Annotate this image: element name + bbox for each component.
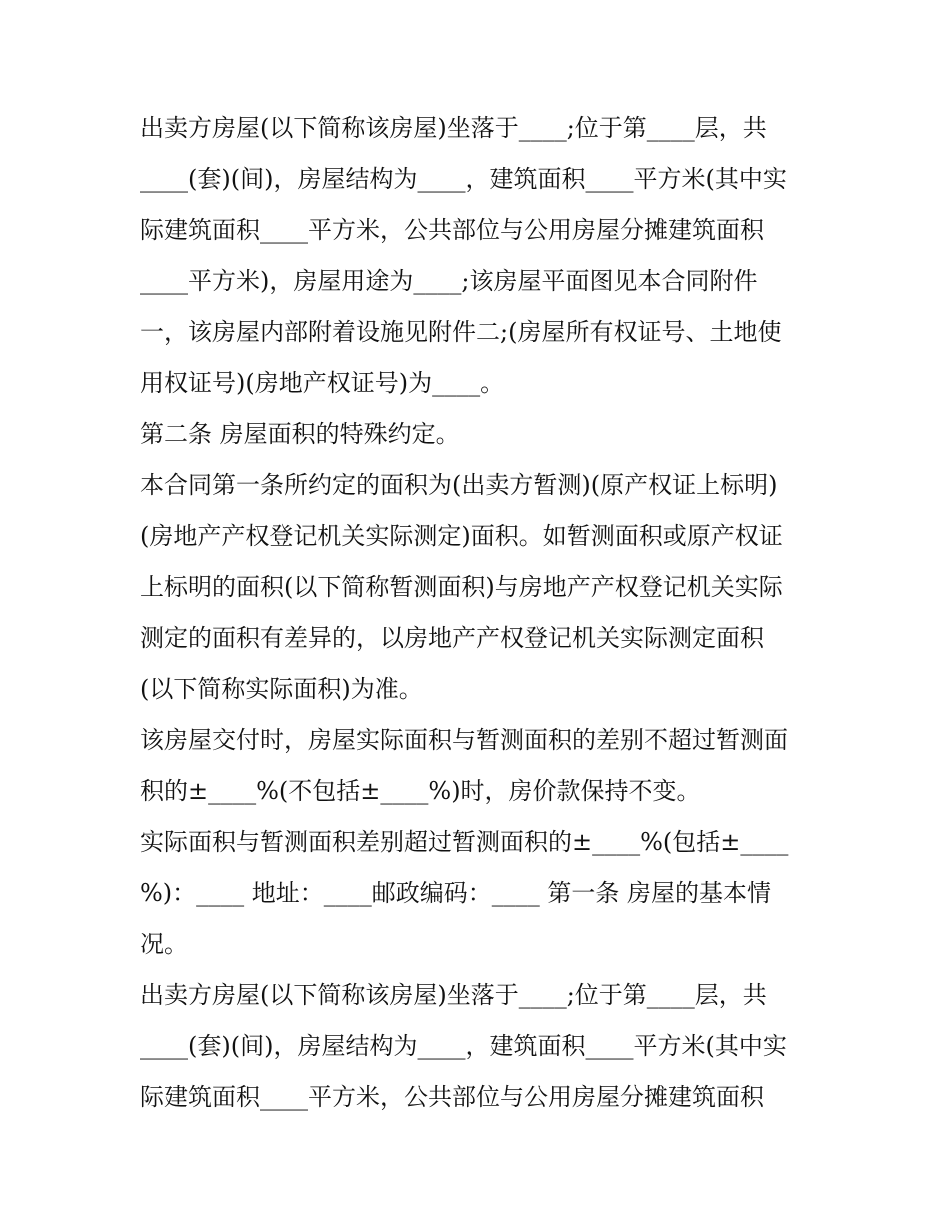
text-line: ____(套)(间)，房屋结构为____，建筑面积____平方米(其中实 — [140, 1032, 787, 1060]
text-line: 测定的面积有差异的，以房地产产权登记机关实际测定面积 — [140, 624, 764, 652]
text-line: 际建筑面积____平方米，公共部位与公用房屋分摊建筑面积 — [140, 216, 764, 244]
text-line: 际建筑面积____平方米，公共部位与公用房屋分摊建筑面积 — [140, 1083, 764, 1111]
text-line: 实际面积与暂测面积差别超过暂测面积的±____%(包括±____ — [140, 828, 789, 856]
section-heading: 第二条 房屋面积的特殊约定。 — [140, 420, 460, 448]
text-line: 出卖方房屋(以下简称该房屋)坐落于____;位于第____层，共 — [140, 114, 767, 142]
contract-text — [140, 103, 820, 1123]
text-line: 一，该房屋内部附着设施见附件二;(房屋所有权证号、土地使 — [140, 318, 782, 346]
text-line: 该房屋交付时，房屋实际面积与暂测面积的差别不超过暂测面 — [140, 726, 788, 754]
text-line: 况。 — [140, 930, 188, 958]
text-line: 出卖方房屋(以下简称该房屋)坐落于____;位于第____层，共 — [140, 981, 767, 1009]
text-line: %)：____ 地址：____邮政编码：____ 第一条 房屋的基本情 — [140, 879, 772, 907]
text-line: 用权证号)(房地产权证号)为____。 — [140, 369, 505, 397]
text-line: ____(套)(间)，房屋结构为____，建筑面积____平方米(其中实 — [140, 165, 787, 193]
text-line: 本合同第一条所约定的面积为(出卖方暂测)(原产权证上标明) — [140, 471, 778, 499]
text-line: 上标明的面积(以下简称暂测面积)与房地产产权登记机关实际 — [140, 573, 783, 601]
text-line: ____平方米)，房屋用途为____;该房屋平面图见本合同附件 — [140, 267, 758, 295]
text-line: (房地产产权登记机关实际测定)面积。如暂测面积或原产权证 — [140, 522, 783, 550]
text-line: 积的±____%(不包括±____%)时，房价款保持不变。 — [140, 777, 701, 805]
text-line: (以下简称实际面积)为准。 — [140, 675, 423, 703]
